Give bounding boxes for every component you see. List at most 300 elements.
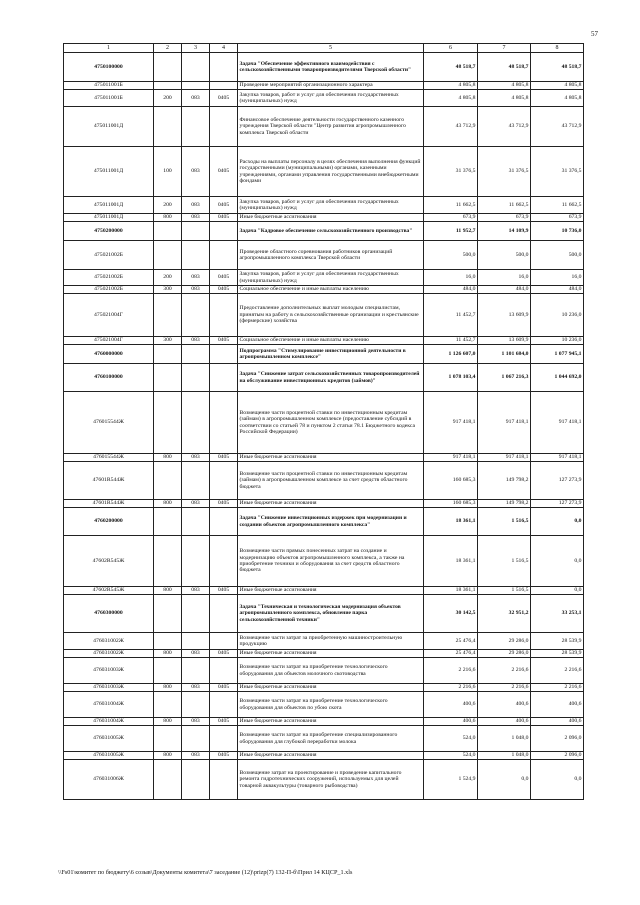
row-expense-type: 200 bbox=[154, 197, 182, 214]
table-row bbox=[64, 147, 584, 197]
row-department: 083 bbox=[182, 684, 210, 692]
row-description: Расходы на выплаты персоналу в целях обеспечения выполнения функций государственными (муниципальными) органами, казенными учреждениями, органами управления государственными внебюджетными фондами bbox=[238, 147, 424, 197]
row-value-year-1: 673,9 bbox=[424, 214, 478, 222]
row-section: 0405 bbox=[210, 214, 238, 222]
row-expense-type bbox=[154, 692, 182, 718]
row-value-year-2: 149 798,2 bbox=[478, 462, 531, 500]
row-value-year-3: 2 216,6 bbox=[531, 658, 584, 684]
row-section: 0405 bbox=[210, 718, 238, 726]
row-description: Задача "Снижение затрат сельскохозяйственных товаропроизводителей на обслуживание инвестиционных кредитов (займов)" bbox=[238, 364, 424, 392]
row-value-year-2: 32 951,2 bbox=[478, 595, 531, 633]
row-section bbox=[210, 692, 238, 718]
row-code: 476031004Ж bbox=[64, 718, 154, 726]
row-description: Задача "Техническая и технологическая модернизация объектов агропромышленного комплекса, обновление парка сельскохозяйственной техники" bbox=[238, 595, 424, 633]
row-department: 083 bbox=[182, 650, 210, 658]
row-department: 083 bbox=[182, 197, 210, 214]
row-code: 4760000000 bbox=[64, 345, 154, 364]
table-row bbox=[64, 684, 584, 692]
row-department: 083 bbox=[182, 454, 210, 462]
row-section: 0405 bbox=[210, 500, 238, 508]
row-value-year-3: 28 539,9 bbox=[531, 650, 584, 658]
row-code: 476031003Ж bbox=[64, 684, 154, 692]
row-section: 0405 bbox=[210, 454, 238, 462]
row-department: 083 bbox=[182, 147, 210, 197]
row-department bbox=[182, 726, 210, 752]
row-section: 0405 bbox=[210, 147, 238, 197]
row-department bbox=[182, 222, 210, 241]
row-value-year-3: 0,0 bbox=[531, 587, 584, 595]
row-description: Социальное обеспечение и иные выплаты населению bbox=[238, 286, 424, 294]
table-row bbox=[64, 658, 584, 684]
row-description: Возмещение части затрат на приобретение технологического оборудования для объектов по убою скота bbox=[238, 692, 424, 718]
row-expense-type bbox=[154, 241, 182, 270]
row-expense-type bbox=[154, 345, 182, 364]
row-section bbox=[210, 760, 238, 800]
row-code: 476031005Ж bbox=[64, 726, 154, 752]
page-number: 57 bbox=[591, 30, 598, 38]
table-row bbox=[64, 53, 584, 82]
row-code: 47601R544Ж bbox=[64, 462, 154, 500]
row-expense-type bbox=[154, 53, 182, 82]
row-code: 475011001Д bbox=[64, 197, 154, 214]
row-section bbox=[210, 536, 238, 587]
row-section: 0405 bbox=[210, 337, 238, 345]
row-value-year-3: 500,0 bbox=[531, 241, 584, 270]
row-value-year-2: 14 109,9 bbox=[478, 222, 531, 241]
table-row bbox=[64, 197, 584, 214]
row-description: Проведение областного соревнования работников организаций агропромышленного комплекса Тверской области bbox=[238, 241, 424, 270]
row-section: 0405 bbox=[210, 650, 238, 658]
row-description: Возмещение части прямых понесенных затрат на создание и модернизацию объектов агропромышленного комплекса, а также на приобретение техники и оборудования за счет средств областного бюджета bbox=[238, 536, 424, 587]
table-body bbox=[64, 53, 584, 800]
row-value-year-1: 25 476,4 bbox=[424, 650, 478, 658]
row-expense-type bbox=[154, 82, 182, 90]
row-value-year-2: 673,9 bbox=[478, 214, 531, 222]
column-header: 1 bbox=[64, 44, 154, 53]
row-value-year-2: 16,0 bbox=[478, 270, 531, 286]
row-value-year-2: 2 216,6 bbox=[478, 658, 531, 684]
row-value-year-3: 484,0 bbox=[531, 286, 584, 294]
column-header: 3 bbox=[182, 44, 210, 53]
table-row bbox=[64, 294, 584, 337]
row-value-year-3: 10 736,0 bbox=[531, 222, 584, 241]
row-code: 47601R544Ж bbox=[64, 500, 154, 508]
table-row bbox=[64, 270, 584, 286]
row-code: 476015544Ж bbox=[64, 454, 154, 462]
row-value-year-1: 1 524,9 bbox=[424, 760, 478, 800]
row-value-year-2: 400,6 bbox=[478, 692, 531, 718]
row-expense-type bbox=[154, 658, 182, 684]
row-code: 476031002Ж bbox=[64, 633, 154, 650]
column-header: 8 bbox=[531, 44, 584, 53]
table-row bbox=[64, 337, 584, 345]
row-value-year-1: 2 216,6 bbox=[424, 658, 478, 684]
row-value-year-1: 18 361,1 bbox=[424, 508, 478, 536]
row-value-year-3: 4 805,8 bbox=[531, 90, 584, 107]
table-row bbox=[64, 633, 584, 650]
table-row bbox=[64, 392, 584, 454]
table-row bbox=[64, 82, 584, 90]
row-description: Иные бюджетные ассигнования bbox=[238, 684, 424, 692]
row-section bbox=[210, 82, 238, 90]
row-description: Иные бюджетные ассигнования bbox=[238, 650, 424, 658]
row-value-year-1: 30 142,5 bbox=[424, 595, 478, 633]
row-code: 476031005Ж bbox=[64, 752, 154, 760]
row-code: 475011001Д bbox=[64, 147, 154, 197]
row-section: 0405 bbox=[210, 752, 238, 760]
row-code: 475011001Б bbox=[64, 82, 154, 90]
table-row bbox=[64, 364, 584, 392]
column-header: 2 bbox=[154, 44, 182, 53]
row-value-year-3: 400,6 bbox=[531, 718, 584, 726]
row-value-year-1: 16,0 bbox=[424, 270, 478, 286]
row-section bbox=[210, 726, 238, 752]
row-description: Задача "Обеспечение эффективного взаимодействия с сельскохозяйственными товаропроизводителями Тверской области" bbox=[238, 53, 424, 82]
row-value-year-2: 13 609,9 bbox=[478, 337, 531, 345]
row-value-year-1: 524,0 bbox=[424, 752, 478, 760]
row-value-year-1: 524,0 bbox=[424, 726, 478, 752]
row-department bbox=[182, 364, 210, 392]
row-expense-type bbox=[154, 364, 182, 392]
row-value-year-1: 18 361,1 bbox=[424, 587, 478, 595]
row-value-year-3: 4 805,8 bbox=[531, 82, 584, 90]
row-code: 4750100000 bbox=[64, 53, 154, 82]
row-description: Закупка товаров, работ и услуг для обеспечения государственных (муниципальных) нужд bbox=[238, 90, 424, 107]
row-department bbox=[182, 760, 210, 800]
row-department: 083 bbox=[182, 587, 210, 595]
row-value-year-1: 4 805,8 bbox=[424, 90, 478, 107]
row-value-year-1: 43 712,9 bbox=[424, 107, 478, 147]
row-department: 083 bbox=[182, 752, 210, 760]
table-row bbox=[64, 760, 584, 800]
row-value-year-3: 400,6 bbox=[531, 692, 584, 718]
row-value-year-1: 18 361,1 bbox=[424, 536, 478, 587]
table-row bbox=[64, 752, 584, 760]
row-section bbox=[210, 595, 238, 633]
row-expense-type: 800 bbox=[154, 650, 182, 658]
row-department: 083 bbox=[182, 90, 210, 107]
row-value-year-1: 25 476,4 bbox=[424, 633, 478, 650]
row-section bbox=[210, 241, 238, 270]
row-value-year-2: 1 516,5 bbox=[478, 536, 531, 587]
row-expense-type: 800 bbox=[154, 684, 182, 692]
row-department: 083 bbox=[182, 270, 210, 286]
row-department bbox=[182, 294, 210, 337]
row-value-year-2: 29 286,0 bbox=[478, 650, 531, 658]
row-section: 0405 bbox=[210, 270, 238, 286]
row-value-year-1: 4 805,8 bbox=[424, 82, 478, 90]
row-expense-type bbox=[154, 107, 182, 147]
row-expense-type bbox=[154, 726, 182, 752]
row-value-year-2: 4 805,8 bbox=[478, 82, 531, 90]
row-description: Подпрограмма "Стимулирование инвестиционной деятельности в агропромышленном комплексе" bbox=[238, 345, 424, 364]
row-value-year-1: 1 078 103,4 bbox=[424, 364, 478, 392]
row-department bbox=[182, 462, 210, 500]
row-description: Возмещение затрат на проектирование и проведение капитального ремонта гидротехнических сооружений, используемых для целей товарной аквакультуры (товарного рыбоводства) bbox=[238, 760, 424, 800]
row-value-year-3: 31 376,5 bbox=[531, 147, 584, 197]
row-department: 083 bbox=[182, 337, 210, 345]
row-value-year-3: 16,0 bbox=[531, 270, 584, 286]
row-value-year-1: 917 418,1 bbox=[424, 454, 478, 462]
row-value-year-3: 0,0 bbox=[531, 508, 584, 536]
row-description: Возмещение части затрат на приобретение специализированного оборудования для глубокой переработки молока bbox=[238, 726, 424, 752]
row-value-year-3: 33 253,1 bbox=[531, 595, 584, 633]
row-value-year-3: 10 236,0 bbox=[531, 337, 584, 345]
row-department bbox=[182, 392, 210, 454]
row-department bbox=[182, 692, 210, 718]
column-header: 5 bbox=[238, 44, 424, 53]
row-code: 476031002Ж bbox=[64, 650, 154, 658]
row-section bbox=[210, 364, 238, 392]
row-code: 475011001Б bbox=[64, 90, 154, 107]
row-expense-type bbox=[154, 222, 182, 241]
row-value-year-3: 673,9 bbox=[531, 214, 584, 222]
row-expense-type: 800 bbox=[154, 718, 182, 726]
row-value-year-3: 2 216,6 bbox=[531, 684, 584, 692]
table-row bbox=[64, 222, 584, 241]
column-header: 7 bbox=[478, 44, 531, 53]
row-description: Возмещение части затрат на приобретение технологического оборудования для объектов молочного скотоводства bbox=[238, 658, 424, 684]
table-row bbox=[64, 286, 584, 294]
row-expense-type bbox=[154, 462, 182, 500]
table-row bbox=[64, 536, 584, 587]
row-department: 083 bbox=[182, 500, 210, 508]
table-row bbox=[64, 726, 584, 752]
row-value-year-2: 13 609,9 bbox=[478, 294, 531, 337]
row-expense-type bbox=[154, 294, 182, 337]
row-section bbox=[210, 222, 238, 241]
row-value-year-3: 917 418,1 bbox=[531, 454, 584, 462]
row-value-year-3: 0,0 bbox=[531, 536, 584, 587]
row-section: 0405 bbox=[210, 587, 238, 595]
row-code: 476031006Ж bbox=[64, 760, 154, 800]
row-description: Закупка товаров, работ и услуг для обеспечения государственных (муниципальных) нужд bbox=[238, 197, 424, 214]
table-row bbox=[64, 214, 584, 222]
row-value-year-2: 400,6 bbox=[478, 718, 531, 726]
row-section bbox=[210, 345, 238, 364]
row-value-year-2: 1 516,5 bbox=[478, 587, 531, 595]
row-value-year-3: 48 518,7 bbox=[531, 53, 584, 82]
row-code: 4760200000 bbox=[64, 508, 154, 536]
row-value-year-1: 917 418,1 bbox=[424, 392, 478, 454]
row-value-year-2: 917 418,1 bbox=[478, 392, 531, 454]
row-value-year-3: 11 662,5 bbox=[531, 197, 584, 214]
row-value-year-3: 0,0 bbox=[531, 760, 584, 800]
row-value-year-3: 127 273,9 bbox=[531, 500, 584, 508]
table-row bbox=[64, 587, 584, 595]
row-description: Возмещение части процентной ставки по инвестиционным кредитам (займам) в агропромышленном комплексе за счет средств областного бюджета bbox=[238, 462, 424, 500]
row-section: 0405 bbox=[210, 286, 238, 294]
row-value-year-1: 160 685,3 bbox=[424, 462, 478, 500]
row-expense-type: 800 bbox=[154, 752, 182, 760]
row-description: Финансовое обеспечение деятельности государственного казенного учреждения Тверской области "Центр развития агропромышленного комплекса Тверской области bbox=[238, 107, 424, 147]
row-department bbox=[182, 633, 210, 650]
row-value-year-3: 2 096,0 bbox=[531, 726, 584, 752]
row-code: 476015544Ж bbox=[64, 392, 154, 454]
row-description: Социальное обеспечение и иные выплаты населению bbox=[238, 337, 424, 345]
row-expense-type: 800 bbox=[154, 587, 182, 595]
row-expense-type bbox=[154, 392, 182, 454]
row-expense-type: 200 bbox=[154, 90, 182, 107]
table-row bbox=[64, 462, 584, 500]
table-row bbox=[64, 241, 584, 270]
row-value-year-1: 500,0 bbox=[424, 241, 478, 270]
row-value-year-2: 11 662,5 bbox=[478, 197, 531, 214]
row-description: Иные бюджетные ассигнования bbox=[238, 718, 424, 726]
row-code: 476031004Ж bbox=[64, 692, 154, 718]
row-value-year-3: 1 044 692,0 bbox=[531, 364, 584, 392]
file-path-footer: \\Fs01\комитет по бюджету\6 созыв\Документы комитета\7 заседание (12)\prizp(7) 132-П-б\Прил 14 КЦСР_1.xls bbox=[58, 869, 353, 876]
table-row bbox=[64, 345, 584, 364]
row-expense-type bbox=[154, 536, 182, 587]
row-description: Предоставление дополнительных выплат молодым специалистам, принятым на работу в сельскохозяйственные организации и крестьянские (фермерские) хозяйства bbox=[238, 294, 424, 337]
row-expense-type: 300 bbox=[154, 286, 182, 294]
row-expense-type: 300 bbox=[154, 337, 182, 345]
row-value-year-2: 1 067 216,3 bbox=[478, 364, 531, 392]
row-value-year-1: 48 518,7 bbox=[424, 53, 478, 82]
table-row bbox=[64, 500, 584, 508]
row-value-year-2: 1 048,0 bbox=[478, 752, 531, 760]
table-row bbox=[64, 90, 584, 107]
row-value-year-2: 149 798,2 bbox=[478, 500, 531, 508]
row-description: Задача "Кадровое обеспечение сельскохозяйственного производства" bbox=[238, 222, 424, 241]
row-value-year-3: 28 539,9 bbox=[531, 633, 584, 650]
row-description: Возмещение части процентной ставки по инвестиционным кредитам (займам) в агропромышленном комплексе (предоставление субсидий в соответствии со статьей 78 и пунктом 2 статьи 78.1 Бюджетного кодекса Российской Федерации) bbox=[238, 392, 424, 454]
row-value-year-2: 43 712,9 bbox=[478, 107, 531, 147]
row-value-year-3: 10 236,0 bbox=[531, 294, 584, 337]
row-value-year-2: 917 418,1 bbox=[478, 454, 531, 462]
table-row bbox=[64, 595, 584, 633]
row-value-year-1: 11 452,7 bbox=[424, 294, 478, 337]
row-expense-type bbox=[154, 508, 182, 536]
row-code: 475021002Б bbox=[64, 286, 154, 294]
row-code: 475011001Д bbox=[64, 107, 154, 147]
row-code: 47602R545Ж bbox=[64, 587, 154, 595]
row-section bbox=[210, 508, 238, 536]
row-section bbox=[210, 462, 238, 500]
row-value-year-2: 1 048,0 bbox=[478, 726, 531, 752]
row-section bbox=[210, 633, 238, 650]
row-value-year-2: 1 101 684,0 bbox=[478, 345, 531, 364]
row-value-year-1: 400,6 bbox=[424, 692, 478, 718]
row-expense-type: 100 bbox=[154, 147, 182, 197]
row-department bbox=[182, 508, 210, 536]
row-department bbox=[182, 82, 210, 90]
row-code: 475011001Д bbox=[64, 214, 154, 222]
row-value-year-1: 484,0 bbox=[424, 286, 478, 294]
row-description: Иные бюджетные ассигнования bbox=[238, 500, 424, 508]
row-code: 4760100000 bbox=[64, 364, 154, 392]
row-department bbox=[182, 345, 210, 364]
row-expense-type bbox=[154, 595, 182, 633]
row-code: 4750200000 bbox=[64, 222, 154, 241]
row-value-year-3: 2 096,0 bbox=[531, 752, 584, 760]
table-row bbox=[64, 107, 584, 147]
row-description: Иные бюджетные ассигнования bbox=[238, 752, 424, 760]
row-expense-type bbox=[154, 633, 182, 650]
table-row bbox=[64, 454, 584, 462]
row-description: Иные бюджетные ассигнования bbox=[238, 587, 424, 595]
row-code: 47602R545Ж bbox=[64, 536, 154, 587]
row-section bbox=[210, 53, 238, 82]
row-value-year-1: 11 452,7 bbox=[424, 337, 478, 345]
table-row bbox=[64, 718, 584, 726]
row-expense-type bbox=[154, 760, 182, 800]
row-section: 0405 bbox=[210, 684, 238, 692]
row-code: 4760300000 bbox=[64, 595, 154, 633]
row-value-year-1: 31 376,5 bbox=[424, 147, 478, 197]
row-section: 0405 bbox=[210, 90, 238, 107]
row-code: 475021004Г bbox=[64, 294, 154, 337]
row-description: Закупка товаров, работ и услуг для обеспечения государственных (муниципальных) нужд bbox=[238, 270, 424, 286]
row-description: Возмещение части затрат за приобретенную машиностроительную продукцию bbox=[238, 633, 424, 650]
table-row bbox=[64, 650, 584, 658]
row-description: Иные бюджетные ассигнования bbox=[238, 454, 424, 462]
row-code: 475021004Г bbox=[64, 337, 154, 345]
row-value-year-1: 11 952,7 bbox=[424, 222, 478, 241]
row-value-year-1: 11 662,5 bbox=[424, 197, 478, 214]
row-department bbox=[182, 595, 210, 633]
budget-table bbox=[63, 43, 584, 800]
row-expense-type: 800 bbox=[154, 214, 182, 222]
row-value-year-2: 1 516,5 bbox=[478, 508, 531, 536]
table-row bbox=[64, 692, 584, 718]
row-value-year-1: 160 685,3 bbox=[424, 500, 478, 508]
row-value-year-1: 2 216,6 bbox=[424, 684, 478, 692]
column-header: 6 bbox=[424, 44, 478, 53]
row-department: 083 bbox=[182, 718, 210, 726]
row-department bbox=[182, 241, 210, 270]
row-department bbox=[182, 107, 210, 147]
header-row bbox=[64, 44, 584, 53]
row-section bbox=[210, 294, 238, 337]
row-department: 083 bbox=[182, 214, 210, 222]
row-value-year-2: 500,0 bbox=[478, 241, 531, 270]
row-expense-type: 800 bbox=[154, 454, 182, 462]
row-department bbox=[182, 536, 210, 587]
row-section bbox=[210, 392, 238, 454]
row-description: Задача "Снижение инвестиционных издержек при модернизации и создании объектов агропромышленного комплекса" bbox=[238, 508, 424, 536]
row-section bbox=[210, 107, 238, 147]
row-code: 475021002Б bbox=[64, 270, 154, 286]
row-department bbox=[182, 658, 210, 684]
row-value-year-2: 48 518,7 bbox=[478, 53, 531, 82]
row-value-year-1: 1 126 607,0 bbox=[424, 345, 478, 364]
row-description: Иные бюджетные ассигнования bbox=[238, 214, 424, 222]
row-value-year-2: 4 805,8 bbox=[478, 90, 531, 107]
row-description: Проведение мероприятий организационного характера bbox=[238, 82, 424, 90]
row-code: 475021002Б bbox=[64, 241, 154, 270]
row-value-year-3: 1 077 945,1 bbox=[531, 345, 584, 364]
column-header: 4 bbox=[210, 44, 238, 53]
row-department bbox=[182, 53, 210, 82]
row-value-year-1: 400,6 bbox=[424, 718, 478, 726]
row-section: 0405 bbox=[210, 197, 238, 214]
row-value-year-2: 0,0 bbox=[478, 760, 531, 800]
row-expense-type: 800 bbox=[154, 500, 182, 508]
row-value-year-2: 484,0 bbox=[478, 286, 531, 294]
row-department: 083 bbox=[182, 286, 210, 294]
row-value-year-2: 2 216,6 bbox=[478, 684, 531, 692]
row-value-year-3: 127 273,9 bbox=[531, 462, 584, 500]
row-section bbox=[210, 658, 238, 684]
row-expense-type: 200 bbox=[154, 270, 182, 286]
table-row bbox=[64, 508, 584, 536]
row-value-year-3: 43 712,9 bbox=[531, 107, 584, 147]
row-value-year-2: 31 376,5 bbox=[478, 147, 531, 197]
row-value-year-3: 917 418,1 bbox=[531, 392, 584, 454]
row-value-year-2: 29 286,0 bbox=[478, 633, 531, 650]
